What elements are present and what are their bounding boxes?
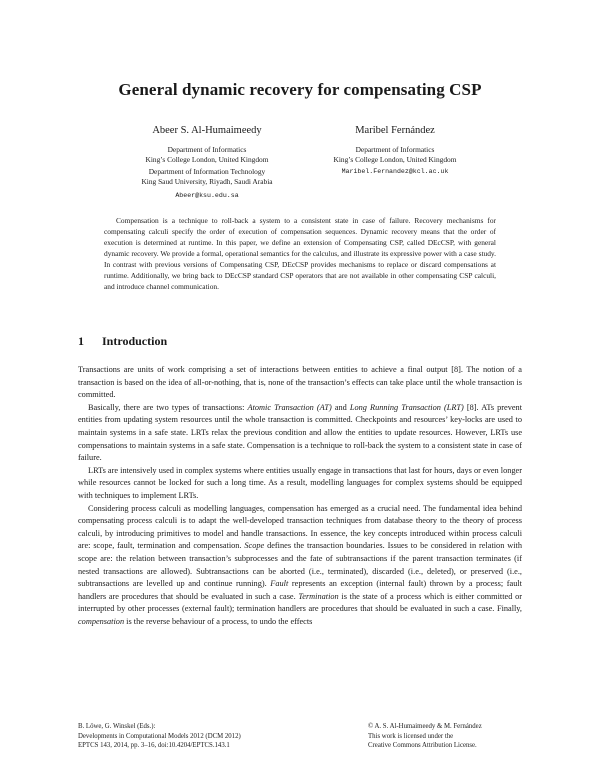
section-heading — [78, 334, 167, 349]
paragraph: Transactions are units of work comprising a set of interactions between entities to achieve a final output [8]. The notion of a transaction is based on the idea of all-or-nothing, that is, none of the transaction’s effects can take place until the whole transaction is committed. — [78, 365, 522, 400]
abstract — [104, 215, 496, 292]
emphasis: compensation — [78, 616, 125, 626]
emphasis: Termination — [298, 591, 339, 601]
affiliation-line: Department of Informatics — [167, 145, 247, 154]
author-email: Abeer@ksu.edu.sa — [175, 192, 239, 200]
paragraph — [78, 503, 522, 629]
footer-publication-info — [78, 722, 241, 751]
affiliation-line: King Saud University, Riyadh, Saudi Arabia — [141, 176, 273, 186]
author-block-2 — [270, 125, 520, 175]
section-number: 1 — [78, 334, 84, 348]
text-run: represents an exception (internal fault) thrown by a process; fault handlers are procedures that should be evaluated in such a case. — [78, 579, 522, 601]
text-run: and — [331, 402, 350, 412]
affiliation-line: King’s College London, United Kingdom — [145, 154, 269, 164]
body-text — [78, 364, 522, 628]
paper-title: General dynamic recovery for compensating CSP — [118, 80, 482, 99]
footer-line: EPTCS 143, 2014, pp. 3–16, doi:10.4204/EPTCS.143.1 — [78, 742, 230, 750]
footer-line: B. Löwe, G. Winskel (Eds.): — [78, 723, 156, 730]
footer-license-info — [368, 722, 482, 751]
emphasis: Scope — [244, 541, 265, 551]
abstract-text: Compensation is a technique to roll-back a system to a consistent state in case of failure. Recovery mechanisms for compensating calculi specify the order of execution of compensation sequences. Dynamic recovery means that the order of execution is determined at runtime. In this paper, we define an extension of Compensating CSP, called DEcCSP, with general dynamic recovery. We provide a formal, operational semantics for the calculus, and illustrate its expressive power with a case study. In contrast with previous versions of Compensating CSP, DEcCSP provides mechanisms to replace or discard compensations at runtime. Additionally, we bring back to DEcCSP standard CSP operators that are not available in other compensating CSP calculi, and introduce channel communication. — [104, 216, 496, 291]
text-run: is the state of a process which is either committed or interrupted by other processes (external fault); termination handlers are procedures that should be evaluated in such a case. Finally, — [78, 591, 522, 614]
emphasis: Atomic Transaction (AT) — [247, 402, 332, 412]
author-name: Maribel Fernández — [355, 125, 435, 136]
text-run: Basically, there are two types of transactions: — [88, 402, 248, 412]
text-run: Considering process calculi as modelling languages, compensation has emerged as a crucial need. The fundamental idea behind compensating process calculi is to adapt the well-developed transaction techniques from database theory to the theory of process calculi, by introducing primitives to model and handle transactions. In essence, the key concepts introduced within process calculi are: scope, fault, termination and compensation. — [78, 503, 522, 551]
affiliation-line: Department of Informatics — [355, 145, 435, 154]
footer-line: Developments in Computational Models 2012 (DCM 2012) — [78, 732, 241, 740]
footer-line: Creative Commons Attribution License. — [368, 742, 477, 750]
section-title: Introduction — [102, 334, 168, 348]
footer-line: This work is licensed under the — [368, 732, 454, 740]
emphasis: Long Running Transaction (LRT) — [349, 402, 464, 412]
text-run: defines the transaction boundaries. Issues to be considered in relation with scope are: the relation between transaction’s subprocesses and the fate of subtransactions if the parent transaction terminates (if nested transactions are allowed). Subtransactions can be aborted (i.e., terminated), discarded (i.e., deleted), or preserved (i.e., subtransactions are levelled up and continue running). — [78, 541, 522, 589]
affiliation-line: King’s College London, United Kingdom — [333, 154, 457, 164]
paragraph: LRTs are intensively used in complex systems where entities usually engage in transactions that last for hours, days or even longer while resources cannot be locked for such a long time. As a result, modelling languages for complex systems should be equipped with techniques to implement LRTs. — [78, 465, 522, 500]
author-name: Abeer S. Al-Humaimeedy — [152, 125, 262, 136]
paragraph — [78, 402, 522, 465]
affiliation-line: Department of Information Technology — [148, 167, 266, 177]
footer-line: © A. S. Al-Humaimeedy & M. Fernández — [368, 723, 482, 730]
text-run: [8]. ATs prevent entities from updating system resources until the whole transaction is committed. Checkpoints and resources’ key-locks are used to maintain systems in a safe state. LRTs relax the previous condition and allow the entities to update resources. However, LRTs use compensations to maintain systems in a safe state. Compensation is a technique to roll-back the system to a consistent state in case of failure. — [78, 402, 523, 463]
author-email: Maribel.Fernandez@kcl.ac.uk — [341, 168, 449, 176]
emphasis: Fault — [270, 579, 289, 589]
text-run: is the reverse behaviour of a process, to undo the effects — [124, 616, 313, 626]
